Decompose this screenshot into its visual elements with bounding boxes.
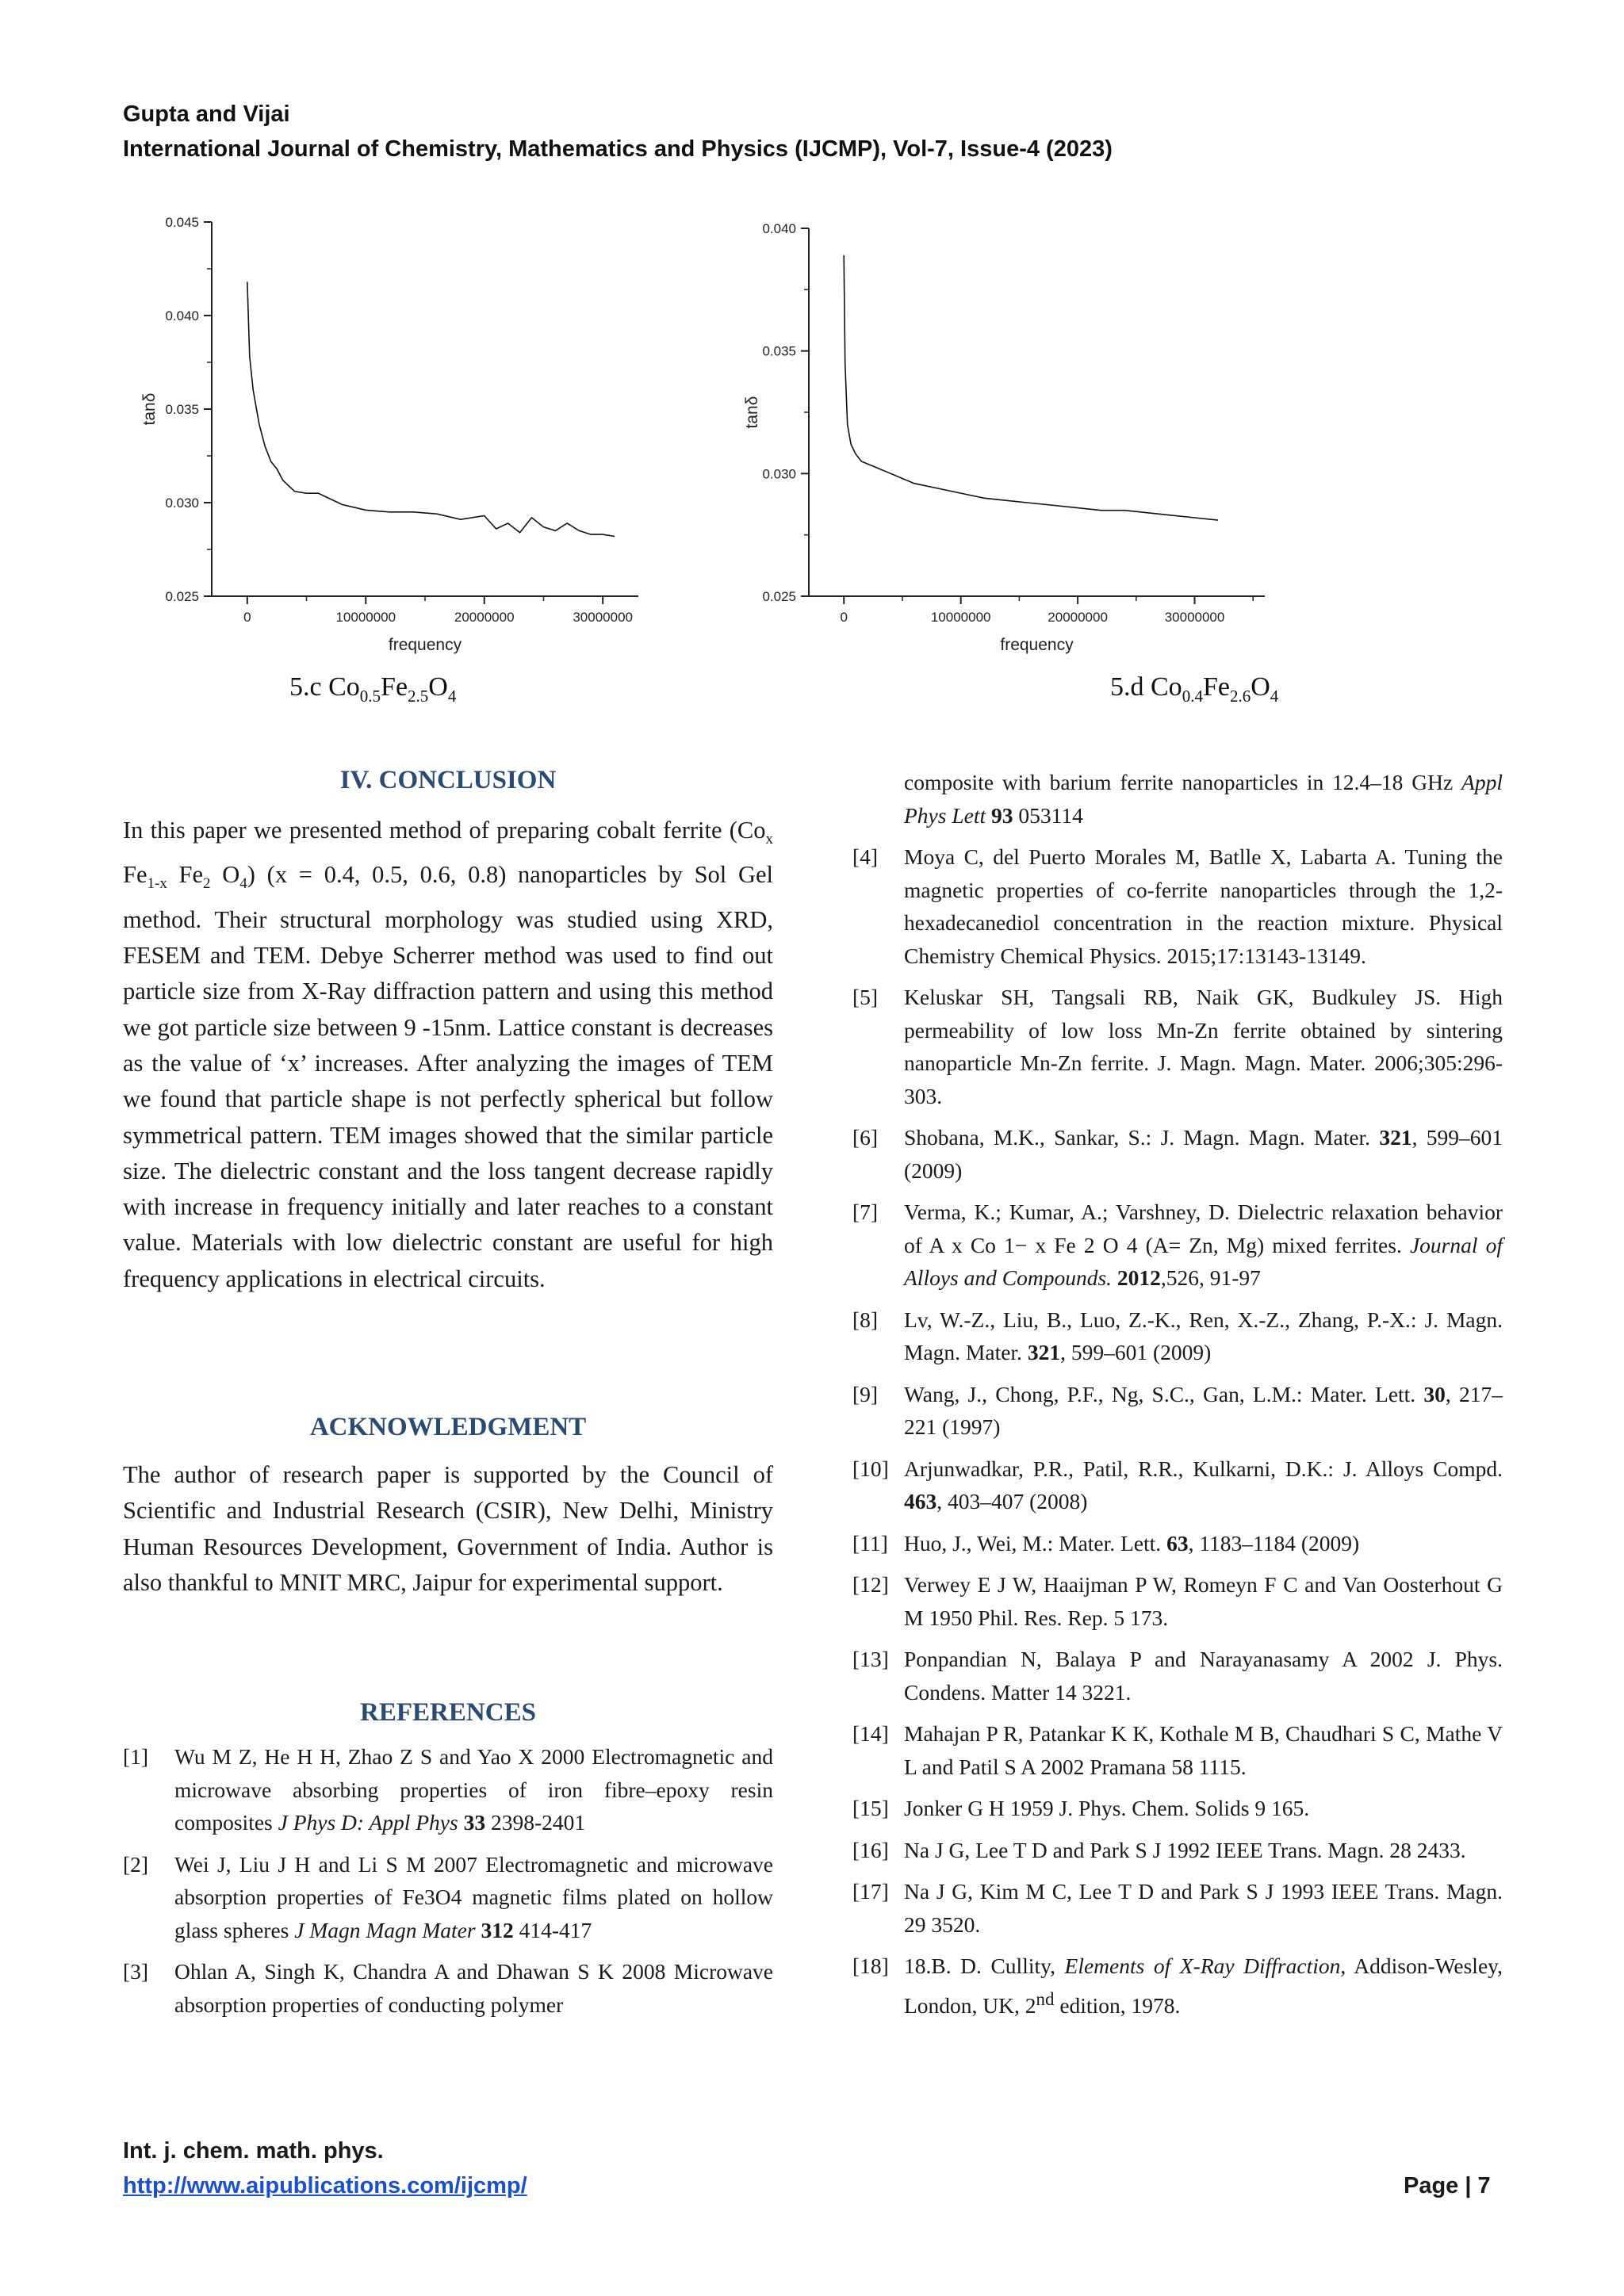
reference-item: [17] Na J G, Kim M C, Lee T D and Park S J 1993 IEEE Trans. Magn. 29 3520. bbox=[852, 1879, 1503, 1937]
reference-item: [14] Mahajan P R, Patankar K K, Kothale M B, Chaudhari S C, Mathe V L and Patil S A 2002 Pramana 58 1115. bbox=[852, 1721, 1503, 1779]
references-right-column bbox=[852, 766, 1503, 2022]
reference-item: [16] Na J G, Lee T D and Park S J 1992 IEEE Trans. Magn. 28 2433. bbox=[852, 1837, 1466, 1862]
x-axis-label: frequency bbox=[388, 636, 462, 654]
reference-item: [7] Verma, K.; Kumar, A.; Varshney, D. Dielectric relaxation behavior of A x Co 1− x Fe 2 O 4 (A= Zn, Mg) mixed ferrites. Journal of Alloys and Compounds. 2012,526, 91-97 bbox=[852, 1200, 1503, 1290]
caption-5c: 5.c $Co_{0.5}Fe_{2.5}O_4$ bbox=[289, 672, 457, 706]
reference-item: [1] Wu M Z, He H H, Zhao Z S and Yao X 2000 Electromagnetic and microwave absorbing properties of iron fibre–epoxy resin composites J Phys D: Appl Phys 33 2398-2401 bbox=[123, 1744, 773, 1835]
conclusion-heading: IV. CONCLUSION bbox=[339, 766, 557, 794]
running-header bbox=[123, 97, 1113, 166]
caption-5d: 5.d $Co_{0.4}Fe_{2.6}O_4$ bbox=[1110, 672, 1279, 706]
reference-item: [3] Ohlan A, Singh K, Chandra A and Dhawan S K 2008 Microwave absorption properties of conducting polymer bbox=[123, 1959, 773, 2017]
series-line bbox=[247, 282, 615, 537]
x-tick-label: 0 bbox=[840, 610, 848, 625]
chart-5d bbox=[726, 208, 1281, 668]
y-tick-label: 0.035 bbox=[762, 343, 796, 359]
y-tick-label: 0.035 bbox=[165, 402, 199, 417]
reference-item: [18] 18.B. D. Cullity, Elements of X-Ray Diffraction, Addison-Wesley, London, UK, 2nd edition, 1978. bbox=[852, 1954, 1503, 2018]
series-line bbox=[844, 255, 1218, 520]
y-tick-label: 0.030 bbox=[762, 466, 796, 482]
chart-5c bbox=[123, 208, 662, 668]
reference-item: [15] Jonker G H 1959 J. Phys. Chem. Solids 9 165. bbox=[852, 1796, 1310, 1820]
acknowledgment-paragraph: The author of research paper is supported by the Council of Scientific and Industrial Research (CSIR), New Delhi, Ministry Human Resources Development, Government of India. Author is also thankful to MNIT MRC, Jaipur for experimental support. bbox=[123, 1461, 773, 1596]
reference-item-continued: composite with barium ferrite nanoparticles in 12.4–18 GHz Appl Phys Lett 93 053114 bbox=[904, 770, 1503, 828]
x-axis-label: frequency bbox=[1000, 636, 1074, 654]
x-tick-label: 10000000 bbox=[335, 610, 396, 625]
x-tick-label: 0 bbox=[243, 610, 251, 625]
references-heading: REFERENCES bbox=[360, 1698, 536, 1727]
header-authors: Gupta and Vijai bbox=[123, 101, 290, 127]
acknowledgment-heading: ACKNOWLEDGMENT bbox=[309, 1413, 587, 1441]
y-tick-label: 0.040 bbox=[762, 221, 796, 236]
x-tick-label: 20000000 bbox=[1048, 610, 1108, 625]
reference-item: [6] Shobana, M.K., Sankar, S.: J. Magn. Magn. Mater. 321, 599–601 (2009) bbox=[852, 1125, 1503, 1183]
y-tick-label: 0.030 bbox=[165, 496, 199, 511]
reference-item: [5] Keluskar SH, Tangsali RB, Naik GK, Budkuley JS. High permeability of low loss Mn-Zn ferrite obtained by sintering nanoparticle Mn-Zn ferrite. J. Magn. Magn. Mater. 2006;305:296-303. bbox=[852, 985, 1503, 1108]
reference-item: [9] Wang, J., Chong, P.F., Ng, S.C., Gan, L.M.: Mater. Lett. 30, 217–221 (1997) bbox=[852, 1381, 1503, 1439]
conclusion-section bbox=[123, 813, 773, 1297]
x-tick-label: 10000000 bbox=[930, 610, 991, 625]
x-tick-label: 30000000 bbox=[573, 610, 633, 625]
references-left-column bbox=[123, 1740, 773, 2021]
header-journal: International Journal of Chemistry, Mathematics and Physics (IJCMP), Vol-7, Issue-4 (2023) bbox=[123, 136, 1113, 162]
acknowledgment-section bbox=[123, 1457, 773, 1601]
chart-5c-svg bbox=[123, 208, 662, 668]
y-tick-label: 0.025 bbox=[165, 589, 199, 604]
reference-item: [13] Ponpandian N, Balaya P and Narayanasamy A 2002 J. Phys. Condens. Matter 14 3221. bbox=[852, 1647, 1503, 1705]
conclusion-paragraph: In this paper we presented method of preparing cobalt ferrite ($Co_x$ $Fe_{1-x}$ $Fe_2$ $O_4$) (x = 0.4, 0.5, 0.6, 0.8) nanoparticles by Sol Gel method. Their structural morphology was studied using XRD, FESEM and TEM. Debye Scherrer method was used to find out particle size from X-Ray diffraction pattern and using this method we got particle size between 9 -15nm. Lattice constant is decreases as the value of ‘x’ increases. After analyzing the images of TEM we found that particle shape is not perfectly spherical but follow symmetrical pattern. TEM images showed that the similar particle size. The dielectric constant and the loss tangent decrease rapidly with increase in frequency initially and later reaches to a constant value. Materials with low dielectric constant are useful for high frequency applications in electrical circuits. bbox=[123, 817, 774, 1292]
footer-journal-abbr: Int. j. chem. math. phys. bbox=[123, 2138, 384, 2164]
reference-item: [11] Huo, J., Wei, M.: Mater. Lett. 63, 1183–1184 (2009) bbox=[852, 1530, 1360, 1556]
reference-item: [4] Moya C, del Puerto Morales M, Batlle X, Labarta A. Tuning the magnetic properties of co-ferrite nanoparticles through the 1,2-hexadecanediol concentration in the reaction mixture. Physical Chemistry Chemical Physics. 2015;17:13143-13149. bbox=[852, 844, 1503, 968]
y-tick-label: 0.045 bbox=[165, 215, 199, 230]
x-tick-label: 30000000 bbox=[1164, 610, 1225, 625]
reference-item: [8] Lv, W.-Z., Liu, B., Luo, Z.-K., Ren, X.-Z., Zhang, P.-X.: J. Magn. Magn. Mater. 321, 599–601 (2009) bbox=[852, 1307, 1503, 1364]
journal-url-link[interactable]: http://www.aipublications.com/ijcmp/ bbox=[123, 2173, 527, 2198]
footer bbox=[123, 2133, 527, 2203]
page-number: Page | 7 bbox=[1404, 2173, 1491, 2198]
y-axis-label: tanδ bbox=[743, 396, 761, 429]
y-tick-label: 0.040 bbox=[165, 308, 199, 323]
reference-item: [12] Verwey E J W, Haaijman P W, Romeyn F C and Van Oosterhout G M 1950 Phil. Res. Rep. 5 173. bbox=[852, 1572, 1503, 1630]
y-tick-label: 0.025 bbox=[762, 589, 796, 604]
y-axis-label: tanδ bbox=[140, 392, 159, 426]
chart-5d-svg bbox=[726, 208, 1281, 668]
x-tick-label: 20000000 bbox=[454, 610, 515, 625]
reference-item: [10] Arjunwadkar, P.R., Patil, R.R., Kulkarni, D.K.: J. Alloys Compd. 463, 403–407 (2008) bbox=[852, 1456, 1503, 1513]
reference-item: [2] Wei J, Liu J H and Li S M 2007 Electromagnetic and microwave absorption properties of Fe3O4 magnetic films plated on hollow glass spheres J Magn Magn Mater 312 414-417 bbox=[123, 1851, 773, 1942]
